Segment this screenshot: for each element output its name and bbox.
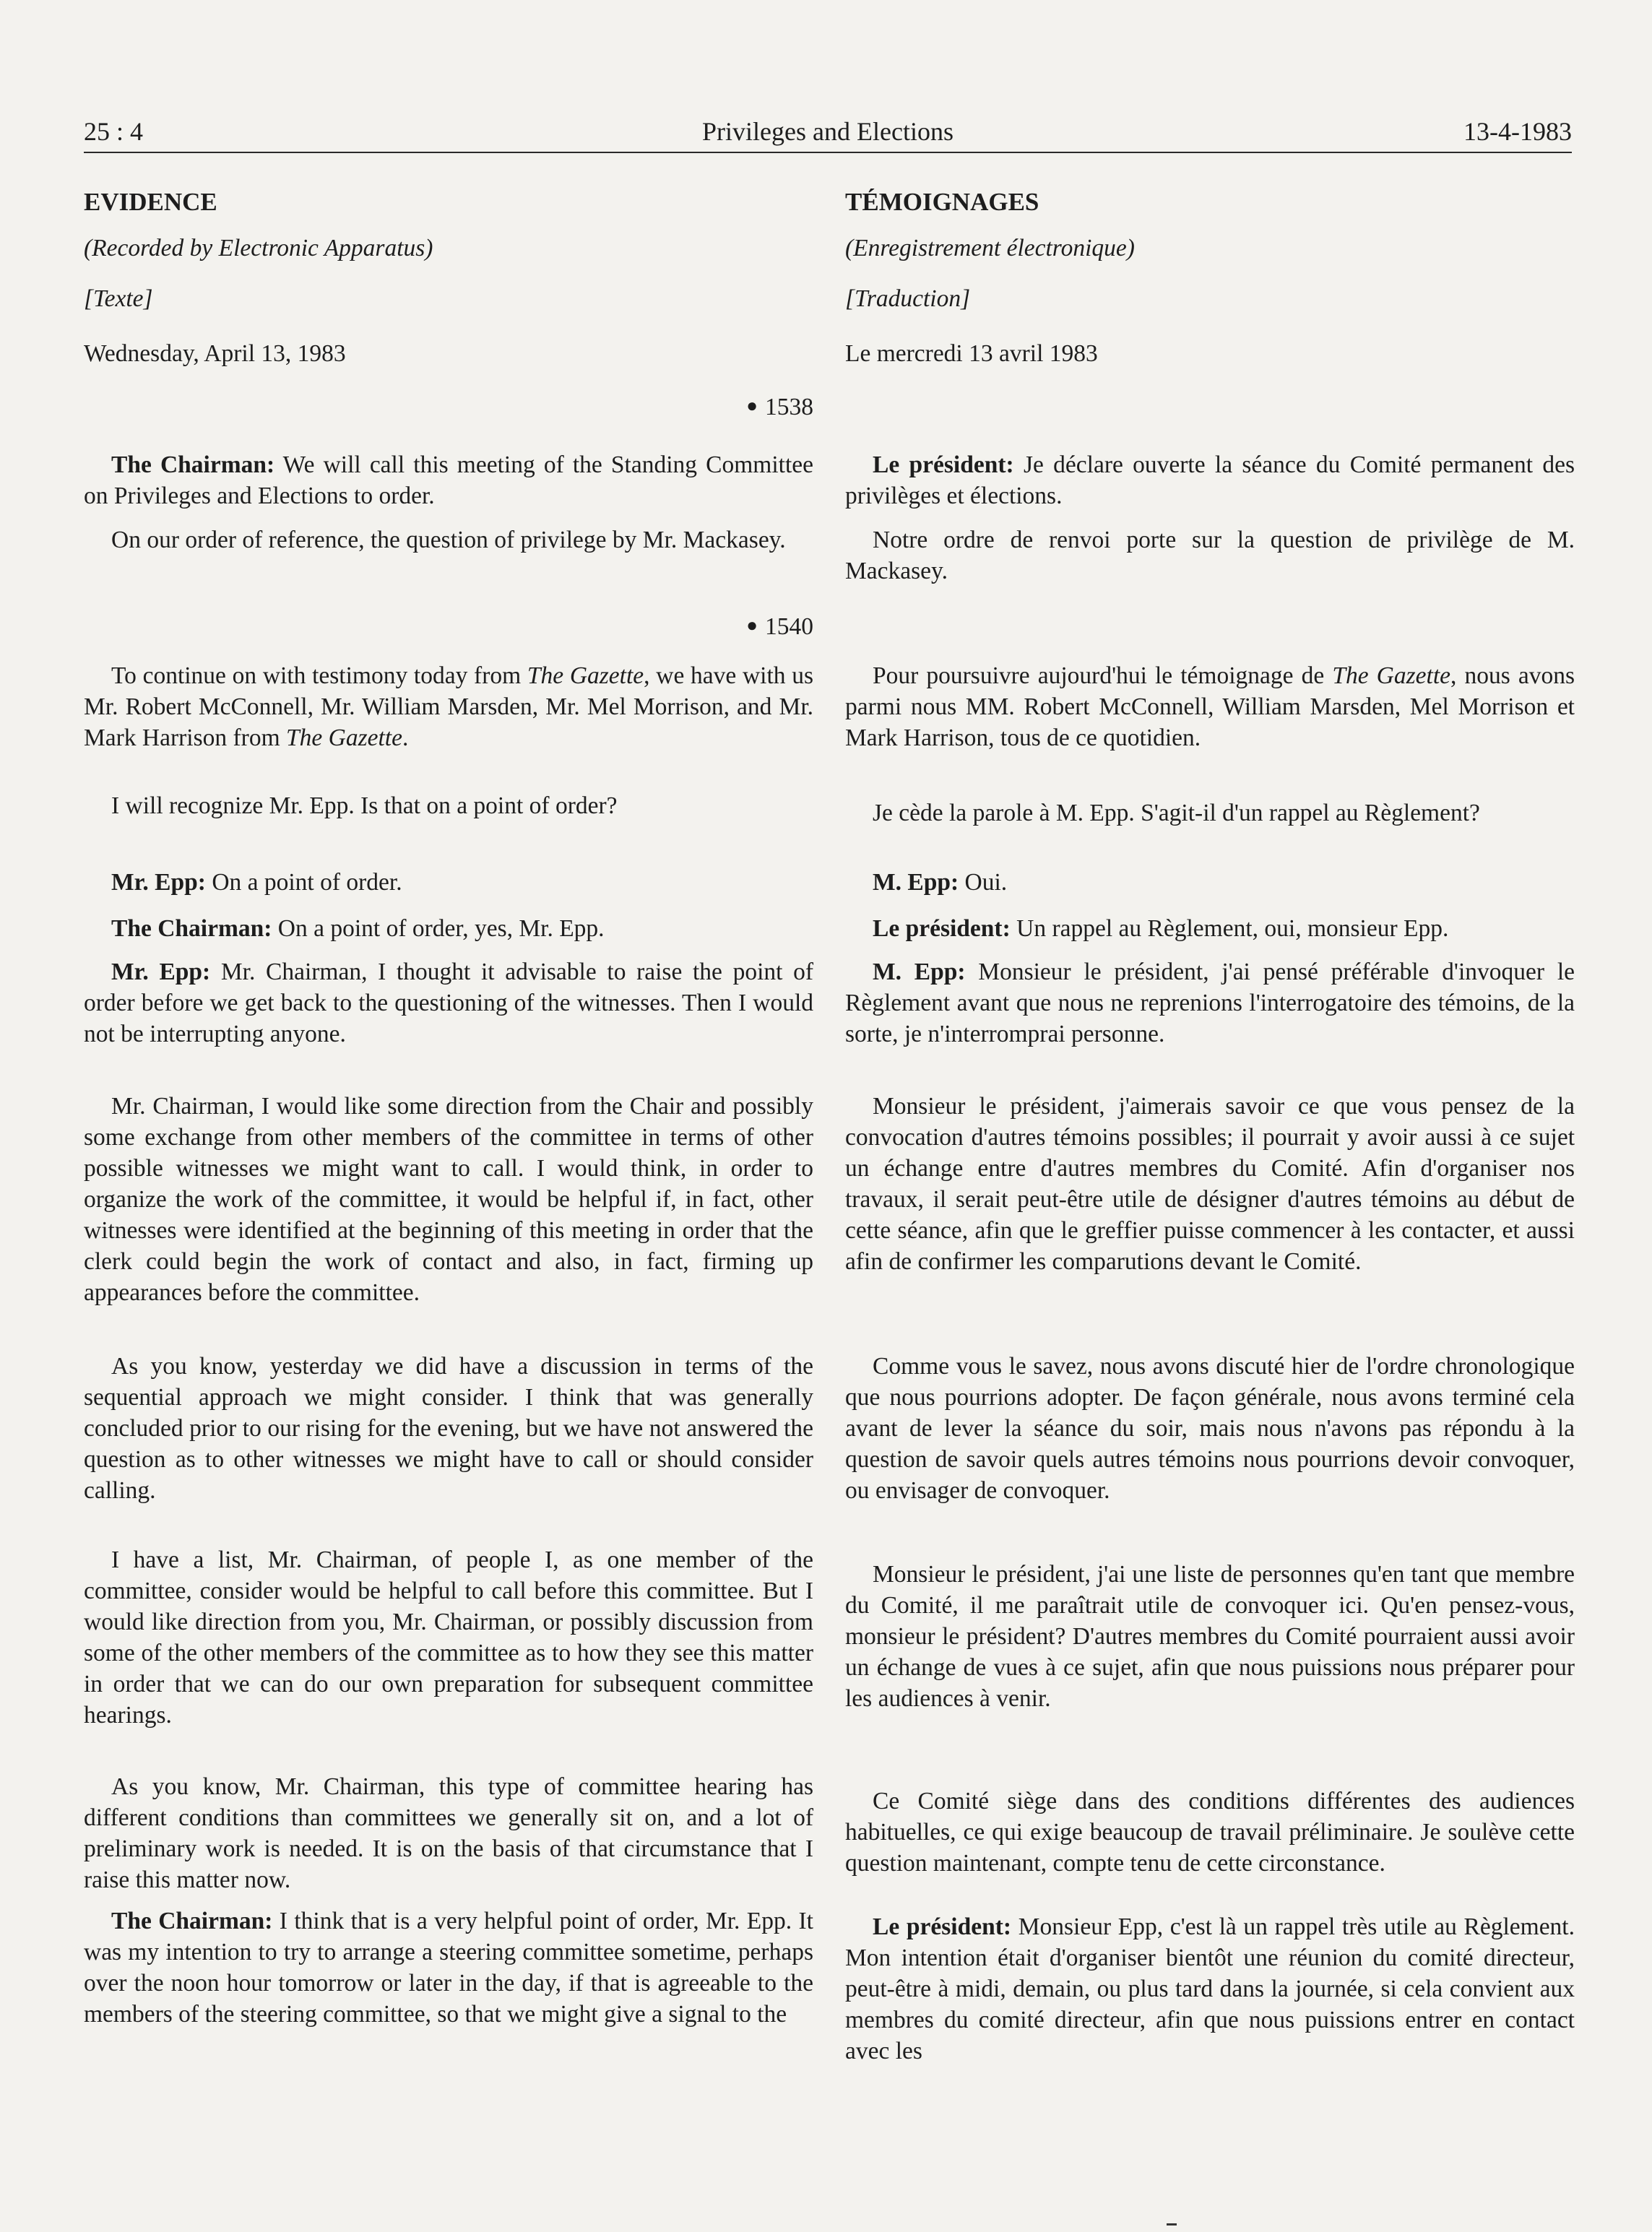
speaker-label: Mr. Epp:	[111, 959, 211, 985]
paragraph: The Chairman: On a point of order, yes, Mr. Epp.	[111, 915, 605, 942]
speaker-label: M. Epp:	[873, 869, 959, 896]
meeting-date: Wednesday, April 13, 1983	[84, 340, 346, 367]
paragraph: As you know, Mr. Chairman, this type of committee hearing has different conditions than committees we generally sit on, and a lot of preliminary work is needed. It is on the basis of that circumstance that I raise this matter now.	[84, 1773, 813, 1893]
text-tag: [Texte]	[84, 285, 153, 312]
section-heading: EVIDENCE	[84, 188, 217, 216]
speaker-label: Le président:	[873, 915, 1011, 942]
header-rule	[84, 152, 1572, 153]
paragraph: Mr. Epp: Mr. Chairman, I thought it advisable to raise the point of order before we get back to the questioning of the witnesses. Then I would not be interrupting anyone.	[84, 959, 813, 1047]
paragraph: Le président: Un rappel au Règlement, oui, monsieur Epp.	[873, 915, 1449, 942]
paragraph: I will recognize Mr. Epp. Is that on a point of order?	[111, 792, 618, 819]
paragraph: Mr. Chairman, I would like some direction from the Chair and possibly some exchange from other members of the committee in terms of other possible witnesses we might want to call. I would think, in order to organize the work of the committee, it would be helpful if, in fact, other witnesses were identified at the beginning of this meeting in order that the clerk could begin the work of contact and also, in fact, firming up appearances before the committee.	[84, 1093, 813, 1306]
bullet-icon: ●	[746, 395, 758, 416]
paragraph: Le président: Je déclare ouverte la séance du Comité permanent des privilèges et élections.	[845, 451, 1575, 509]
paragraph: On our order of reference, the question of privilege by Mr. Mackasey.	[111, 527, 786, 553]
page-number: 25 : 4	[84, 117, 144, 146]
running-title: Privileges and Elections	[702, 117, 953, 146]
paragraph: Monsieur le président, j'ai une liste de personnes qu'en tant que membre du Comité, il me paraîtrait utile de convoquer ici. Qu'en pensez-vous, monsieur le président? D'autres membres du Comité pourraient aussi avoir un échange de vues à ce sujet, afin que nous puissions nous préparer pour les audiences à venir.	[845, 1561, 1575, 1712]
paragraph: Ce Comité siège dans des conditions différentes des audiences habituelles, ce qui exige beaucoup de travail préliminaire. Je soulève cette question maintenant, compte tenu de cette circonstance.	[845, 1788, 1575, 1877]
speaker-label: The Chairman:	[111, 1908, 273, 1934]
paragraph: M. Epp: Oui.	[873, 869, 1008, 896]
paragraph: Mr. Epp: On a point of order.	[111, 869, 402, 896]
paragraph: Pour poursuivre aujourd'hui le témoignage de The Gazette, nous avons parmi nous MM. Robert McConnell, William Marsden, Mel Morrison et Mark Harrison, tous de ce quotidien.	[845, 662, 1575, 751]
header-date: 13-4-1983	[1463, 117, 1572, 146]
paragraph: Notre ordre de renvoi porte sur la question de privilège de M. Mackasey.	[845, 527, 1575, 584]
page-header	[84, 116, 1572, 150]
paragraph: The Chairman: I think that is a very helpful point of order, Mr. Epp. It was my intention to try to arrange a steering committee sometime, perhaps over the noon hour tomorrow or later in the day, if that is agreeable to the members of the steering committee, so that we might give a signal to the	[84, 1908, 813, 2028]
time-stamp: ● 1540	[746, 613, 813, 640]
paragraph: The Chairman: We will call this meeting of the Standing Committee on Privileges and Elections to order.	[84, 451, 813, 509]
speaker-label: The Chairman:	[111, 451, 275, 478]
speaker-label: Le président:	[873, 1913, 1012, 1940]
paragraph: Je cède la parole à M. Epp. S'agit-il d'un rappel au Règlement?	[873, 800, 1480, 826]
text-tag: [Traduction]	[845, 285, 971, 312]
paragraph: M. Epp: Monsieur le président, j'ai pensé préférable d'invoquer le Règlement avant que nous ne reprenions l'interrogatoire des témoins, de la sorte, je n'interromprai personne.	[845, 959, 1575, 1047]
paragraph: Le président: Monsieur Epp, c'est là un rappel très utile au Règlement. Mon intention était d'organiser bientôt une réunion du comité directeur, peut-être à midi, demain, ou plus tard dans la journée, si cela convient aux membres du comité directeur, afin que nous puissions entrer en contact avec les	[845, 1913, 1575, 2064]
paragraph: Monsieur le président, j'aimerais savoir ce que vous pensez de la convocation d'autres témoins possibles; il pourrait y avoir aussi à ce sujet un échange entre d'autres membres du Comité. Afin d'organiser nos travaux, il serait peut-être utile de désigner d'autres témoins au début de cette séance, afin que le greffier puisse commencer à les contacter, et aussi afin de confirmer les comparutions devant le Comité.	[845, 1093, 1575, 1275]
paragraph: Comme vous le savez, nous avons discuté hier de l'ordre chronologique que nous pourrions adopter. De façon générale, nous avons terminé cela avant de lever la séance du soir, mais nous n'avons pas répondu à la question de savoir quels autres témoins nous pourrions devoir convoquer, ou envisager de convoquer.	[845, 1353, 1575, 1504]
section-subheading: (Recorded by Electronic Apparatus)	[84, 235, 433, 261]
speaker-label: Mr. Epp:	[111, 869, 206, 896]
paragraph: As you know, yesterday we did have a discussion in terms of the sequential approach we might consider. I think that was generally concluded prior to our rising for the evening, but we have not answered the question as to other witnesses we might have to call or should consider calling.	[84, 1353, 813, 1504]
paragraph: To continue on with testimony today from The Gazette, we have with us Mr. Robert McConnell, Mr. William Marsden, Mr. Mel Morrison, and Mr. Mark Harrison from The Gazette.	[84, 662, 813, 751]
speaker-label: Le président:	[873, 451, 1014, 478]
section-subheading: (Enregistrement électronique)	[845, 235, 1135, 261]
paragraph: I have a list, Mr. Chairman, of people I, as one member of the committee, consider would be helpful to call before this committee. But I would like direction from you, Mr. Chairman, or possibly discussion from some of the other members of the committee as to how they see this matter in order that we can do our own preparation for subsequent committee hearings.	[84, 1547, 813, 1729]
meeting-date: Le mercredi 13 avril 1983	[845, 340, 1098, 367]
time-stamp: ● 1538	[746, 394, 813, 420]
speaker-label: M. Epp:	[873, 959, 966, 985]
footer-mark	[1167, 2223, 1177, 2225]
bullet-icon: ●	[746, 615, 758, 636]
speaker-label: The Chairman:	[111, 915, 272, 942]
section-heading: TÉMOIGNAGES	[845, 188, 1039, 216]
